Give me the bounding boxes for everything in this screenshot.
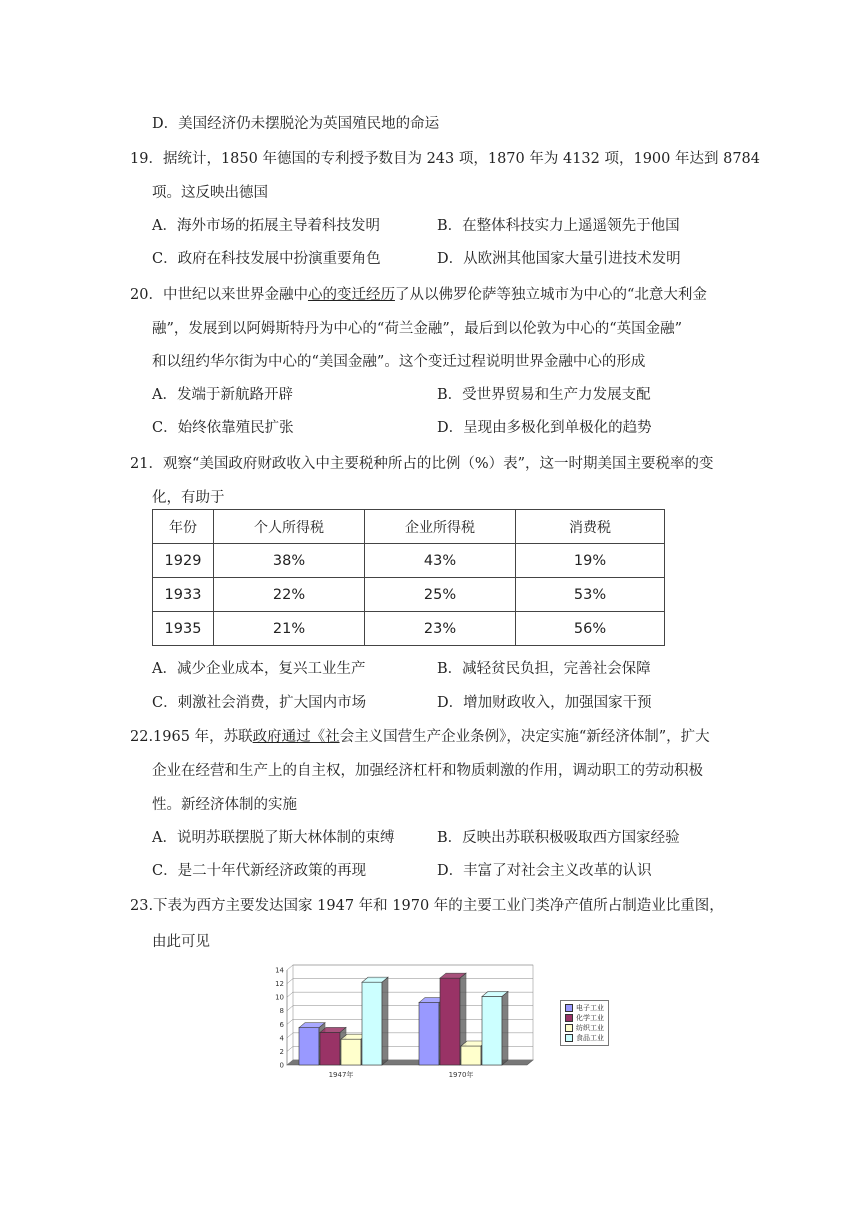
table-cell: 23%	[365, 612, 516, 646]
chart-legend	[560, 1000, 609, 1046]
q19-stem-line1: 19．据统计，1850 年德国的专利授予数目为 243 项，1870 年为 4132 项，1900 年达到 8784	[130, 151, 761, 167]
table-cell: 25%	[365, 578, 516, 612]
table-header: 年份	[153, 510, 214, 544]
gridline	[287, 1019, 293, 1024]
legend-item	[565, 1003, 604, 1013]
y-tick-label: 14	[275, 966, 284, 975]
table-header: 企业所得税	[365, 510, 516, 544]
q21-option-a: A．减少企业成本，复兴工业生产	[152, 661, 366, 677]
gridline	[287, 1046, 293, 1051]
tax-ratio-table	[152, 509, 665, 646]
bar	[362, 982, 382, 1065]
gridline	[287, 1033, 293, 1038]
q19-option-c: C．政府在科技发展中扮演重要角色	[152, 251, 381, 267]
q22-option-a: A．说明苏联摆脱了斯大林体制的束缚	[152, 830, 395, 846]
table-row	[153, 612, 665, 646]
q21-option-b: B．减轻贫民负担，完善社会保障	[437, 661, 651, 677]
q19-option-b: B．在整体科技实力上遥遥领先于他国	[437, 218, 680, 234]
legend-swatch	[565, 1014, 573, 1022]
table-cell: 38%	[214, 544, 365, 578]
table-header: 个人所得税	[214, 510, 365, 544]
table-cell: 53%	[516, 578, 665, 612]
table-cell: 43%	[365, 544, 516, 578]
industry-share-bar-chart	[265, 962, 540, 1082]
q22-option-c: C．是二十年代新经济政策的再现	[152, 863, 367, 879]
table-cell: 1935	[153, 612, 214, 646]
legend-swatch	[565, 1034, 573, 1042]
q20-stem-line1: 20．中世纪以来世界金融中心的变迁经历了从以佛罗伦萨等独立城市为中心的“北意大利金	[130, 287, 707, 303]
q20-option-c: C．始终依靠殖民扩张	[152, 420, 294, 436]
q23-stem-line1: 23.下表为西方主要发达国家 1947 年和 1970 年的主要工业门类净产值所占制造业比重图，	[130, 898, 724, 914]
q20-stem-line2: 融”，发展到以阿姆斯特丹为中心的“荷兰金融”，最后到以伦敦为中心的“英国金融”	[152, 321, 683, 337]
gridline	[287, 979, 293, 984]
y-tick-label: 0	[279, 1061, 284, 1070]
bar	[341, 1039, 361, 1065]
legend-label: 纺织工业	[576, 1024, 604, 1032]
q21-option-c: C．刺激社会消费，扩大国内市场	[152, 695, 367, 711]
y-tick-label: 4	[279, 1034, 284, 1043]
q22-stem-line2: 企业在经营和生产上的自主权，加强经济杠杆和物质刺激的作用，调动职工的劳动积极	[152, 763, 703, 779]
q20-option-d: D．呈现由多极化到单极化的趋势	[437, 420, 652, 436]
q22-stem-line3: 性。新经济体制的实施	[152, 797, 297, 813]
q21-stem-line2: 化，有助于	[152, 490, 225, 506]
legend-item	[565, 1013, 604, 1023]
y-tick-label: 10	[275, 993, 284, 1002]
gridline	[287, 992, 293, 997]
q23-stem-line2: 由此可见	[152, 934, 210, 950]
legend-item	[565, 1023, 604, 1033]
legend-label: 食品工业	[576, 1034, 604, 1042]
legend-swatch	[565, 1004, 573, 1012]
bar	[461, 1046, 481, 1065]
table-cell: 1929	[153, 544, 214, 578]
legend-item	[565, 1033, 604, 1043]
table-row	[153, 544, 665, 578]
table-header-row	[153, 510, 665, 544]
q20-stem-line3: 和以纽约华尔街为中心的“美国金融”。这个变迁过程说明世界金融中心的形成	[152, 354, 646, 370]
table-row	[153, 578, 665, 612]
y-tick-label: 12	[275, 980, 284, 989]
bar-side	[502, 991, 508, 1065]
table-cell: 1933	[153, 578, 214, 612]
q19-option-a: A．海外市场的拓展主导着科技发明	[152, 218, 380, 234]
x-tick-label: 1970年	[448, 1071, 474, 1079]
gridline	[287, 1006, 293, 1011]
bar	[419, 1003, 439, 1065]
table-header: 消费税	[516, 510, 665, 544]
bar	[299, 1028, 319, 1065]
table-cell: 56%	[516, 612, 665, 646]
q19-option-d: D．从欧洲其他国家大量引进技术发明	[437, 251, 681, 267]
q20-option-b: B．受世界贸易和生产力发展支配	[437, 387, 651, 403]
table-cell: 19%	[516, 544, 665, 578]
legend-label: 化学工业	[576, 1014, 604, 1022]
q22-option-d: D．丰富了对社会主义改革的认识	[437, 863, 652, 879]
q22-option-b: B．反映出苏联积极吸取西方国家经验	[437, 830, 680, 846]
y-tick-label: 2	[279, 1047, 284, 1056]
table-cell: 22%	[214, 578, 365, 612]
legend-swatch	[565, 1024, 573, 1032]
bar	[482, 996, 502, 1065]
bar-side	[382, 977, 388, 1065]
legend-label: 电子工业	[576, 1004, 604, 1012]
y-tick-label: 6	[279, 1020, 284, 1029]
table-cell: 21%	[214, 612, 365, 646]
q21-stem-line1: 21．观察“美国政府财政收入中主要税种所占的比例（%）表”，这一时期美国主要税率的变	[130, 456, 714, 472]
x-tick-label: 1947年	[328, 1071, 354, 1079]
q20-option-a: A．发端于新航路开辟	[152, 387, 293, 403]
q18-option-d: D．美国经济仍未摆脱沦为英国殖民地的命运	[152, 116, 440, 132]
y-tick-label: 8	[279, 1007, 284, 1016]
q21-option-d: D．增加财政收入，加强国家干预	[437, 695, 652, 711]
bar	[440, 978, 460, 1065]
gridline	[287, 965, 293, 970]
q22-stem-line1: 22.1965 年，苏联政府通过《社会主义国营生产企业条例》，决定实施“新经济体制”，扩大	[130, 729, 710, 745]
q19-stem-line2: 项。这反映出德国	[152, 185, 268, 201]
bar	[320, 1032, 340, 1065]
